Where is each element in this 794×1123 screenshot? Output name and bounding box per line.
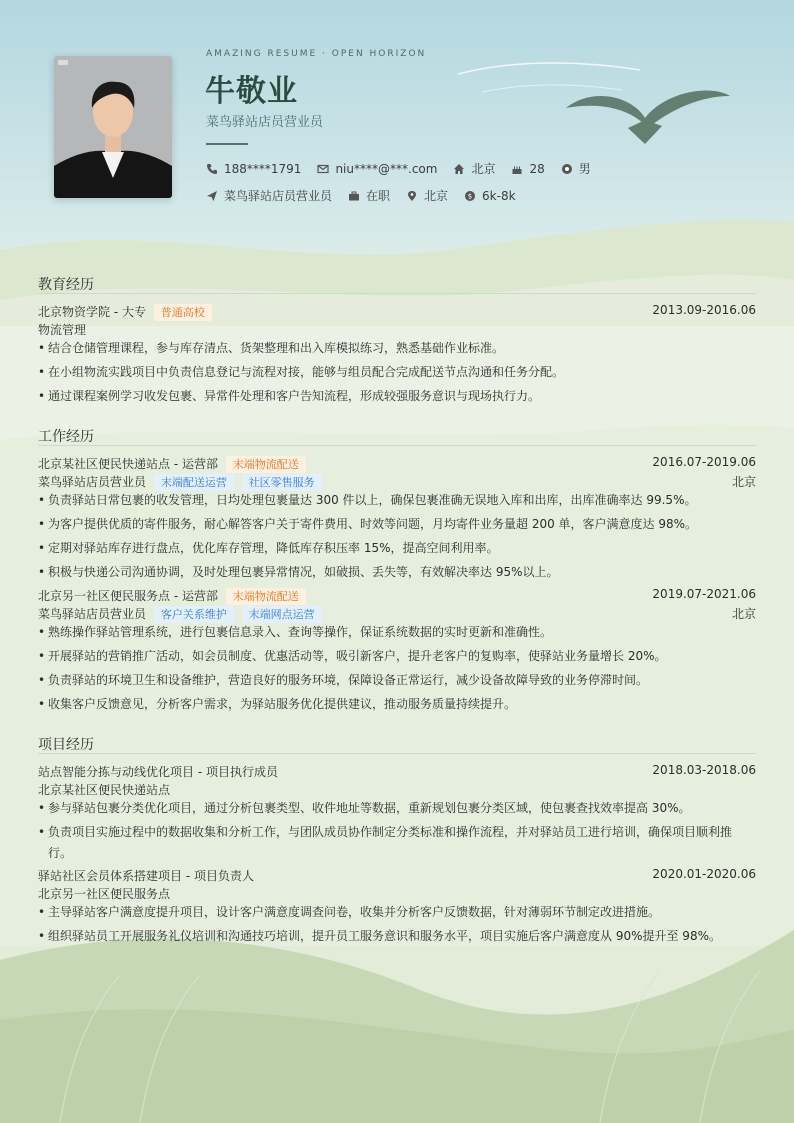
projects-heading: 项目经历: [38, 737, 94, 753]
title-divider: [206, 143, 248, 145]
candidate-name: 牛敬业: [205, 74, 298, 109]
gender-icon: [561, 163, 573, 175]
cake-icon: [511, 163, 523, 175]
project-org: 北京某社区便民快递站点: [38, 783, 171, 797]
job-title: 菜鸟驿站店员营业员: [206, 115, 324, 130]
job-bullet: • 定期对驿站库存进行盘点，优化库存管理，降低库存积压率 15%，提高空间利用率。: [38, 538, 754, 558]
project-bullet-continuation: 行。: [48, 846, 73, 860]
skill-tag: 末端网点运营: [242, 606, 322, 623]
job-subheader: [38, 473, 756, 491]
target-city-text: 北京: [424, 189, 449, 203]
industry-tag: 末端物流配送: [226, 588, 306, 605]
project-bullet: • 参与驿站包裹分类优化项目，通过分析包裹类型、收件地址等数据，重新规划包裹分类区域，使包裹查找效率提高 30%。: [38, 798, 754, 818]
project-header: [38, 867, 756, 884]
contact-row: [206, 160, 607, 177]
education-bullet: • 在小组物流实践项目中负责信息登记与流程对接，能够与组员配合完成配送节点沟通和任务分配。: [38, 362, 754, 382]
education-bullet: • 结合仓储管理课程，参与库存清点、货架整理和出入库模拟练习，熟悉基础作业标准。: [38, 338, 754, 358]
phone-text: 188****1791: [224, 161, 302, 176]
job-date: 2019.07-2021.06: [652, 587, 756, 601]
tagline: AMAZING RESUME · OPEN HORIZON: [206, 49, 427, 59]
email-item: [317, 162, 437, 176]
project-bullet: • 负责项目实施过程中的数据收集和分析工作，与团队成员协作制定分类标准和操作流程，并对驿站员工进行培训，确保项目顺利推: [38, 822, 754, 842]
education-bullet: • 通过课程案例学习收发包裹、异常件处理和客户告知流程，形成较强服务意识与现场执行力。: [38, 386, 754, 406]
job-bullet: • 积极与快递公司沟通协调，及时处理包裹异常情况，如破损、丢失等，有效解决率达 95%以上。: [38, 562, 754, 582]
job-bullet: • 为客户提供优质的寄件服务，耐心解答客户关于寄件费用、时效等问题，月均寄件业务量超 200 单，客户满意度达 98%。: [38, 514, 754, 534]
job-bullet: • 负责驿站日常包裹的收发管理，日均处理包裹量达 300 件以上，确保包裹准确无误地入库和出库，出库准确率达 99.5%。: [38, 490, 754, 510]
major: 物流管理: [38, 323, 87, 337]
target-city-item: [406, 187, 448, 204]
education-divider: [38, 293, 756, 294]
home-icon: [453, 163, 465, 175]
profile-photo: [54, 56, 172, 198]
project-org: 北京另一社区便民服务点: [38, 887, 171, 901]
job-position: 菜鸟驿站店员营业员: [38, 475, 147, 489]
job-header: [38, 455, 756, 473]
project-header: [38, 763, 756, 780]
projects-divider: [38, 753, 756, 754]
work-divider: [38, 445, 756, 446]
send-icon: [206, 190, 218, 202]
job-date: 2016.07-2019.06: [652, 455, 756, 469]
education-heading: 教育经历: [38, 277, 94, 293]
age-item: [511, 162, 544, 176]
school-type-tag: 普通高校: [154, 304, 212, 321]
education-header: [38, 303, 756, 321]
phone-icon: [206, 163, 218, 175]
project-bullet: • 主导驿站客户满意度提升项目，设计客户满意度调查问卷，收集并分析客户反馈数据，针对薄弱环节制定改进措施。: [38, 902, 754, 922]
briefcase-icon: [348, 190, 360, 202]
email-icon: [317, 163, 329, 175]
salary-icon: [464, 190, 476, 202]
project-date: 2018.03-2018.06: [652, 763, 756, 777]
status-item: [348, 187, 390, 204]
project-bullet: • 组织驿站员工开展服务礼仪培训和沟通技巧培训，提升员工服务意识和服务水平，项目实施后客户满意度从 90%提升至 98%。: [38, 926, 754, 946]
skill-tag: 末端配送运营: [154, 474, 234, 491]
project-name: 驿站社区会员体系搭建项目 - 项目负责人: [38, 869, 254, 883]
hometown-item: [453, 160, 495, 177]
job-bullet: • 熟练操作驿站管理系统，进行包裹信息录入、查询等操作，保证系统数据的实时更新和准确性。: [38, 622, 754, 642]
project-date: 2020.01-2020.06: [652, 867, 756, 881]
job-bullet: • 开展驿站的营销推广活动，如会员制度、优惠活动等，吸引新客户，提升老客户的复购率，使驿站业务量增长 20%。: [38, 646, 754, 666]
company-name: 北京另一社区便民服务点 - 运营部: [38, 589, 218, 603]
status-text: 在职: [366, 189, 391, 203]
industry-tag: 末端物流配送: [226, 456, 306, 473]
svg-text:$: $: [467, 192, 473, 200]
salary-text: 6k-8k: [482, 188, 516, 203]
job-city: 北京: [731, 475, 756, 489]
project-name: 站点智能分拣与动线优化项目 - 项目执行成员: [38, 765, 278, 779]
company-name: 北京某社区便民快递站点 - 运营部: [38, 457, 218, 471]
education-date: 2013.09-2016.06: [652, 303, 756, 317]
target-position-text: 菜鸟驿站店员营业员: [224, 189, 333, 203]
salary-item: [464, 189, 516, 203]
work-heading: 工作经历: [38, 429, 94, 445]
job-bullet: • 负责驿站的环境卫生和设备维护，营造良好的服务环境，保障设备正常运行，减少设备故障导致的业务停滞时间。: [38, 670, 754, 690]
hometown-text: 北京: [471, 162, 496, 176]
phone-item: [206, 162, 301, 176]
job-header: [38, 587, 756, 605]
age-text: 28: [529, 161, 545, 176]
intent-row: [206, 187, 532, 204]
school-name: 北京物资学院 - 大专: [38, 305, 146, 319]
job-city: 北京: [731, 607, 756, 621]
location-pin-icon: [406, 190, 418, 202]
job-subheader: [38, 605, 756, 623]
job-position: 菜鸟驿站店员营业员: [38, 607, 147, 621]
gender-text: 男: [578, 162, 591, 176]
target-position-item: [206, 187, 332, 204]
job-bullet: • 收集客户反馈意见，分析客户需求，为驿站服务优化提供建议，推动服务质量持续提升。: [38, 694, 754, 714]
email-text: niu****@***.com: [335, 161, 438, 176]
skill-tag: 客户关系维护: [154, 606, 234, 623]
skill-tag: 社区零售服务: [242, 474, 322, 491]
gender-item: [561, 160, 591, 177]
